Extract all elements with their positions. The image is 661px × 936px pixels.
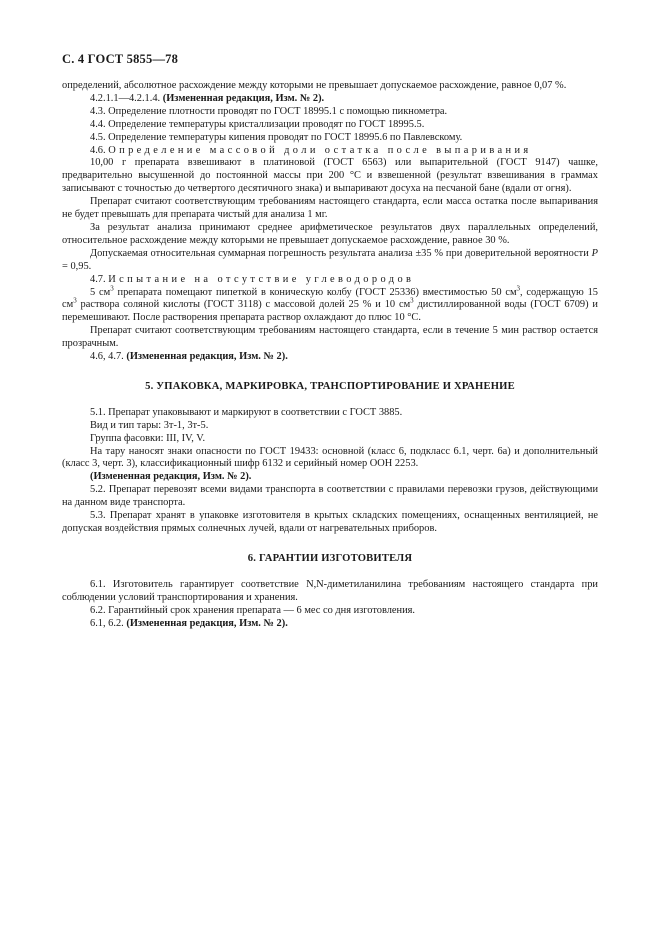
paragraph: 6.1. Изготовитель гарантирует соответствие N,N-диметиланилина требованиям настоящего стандарта при соблюдении условий транспортирования и хранения. bbox=[62, 578, 598, 603]
paragraph: Препарат считают соответствующим требованиям настоящего стандарта, если масса остатка после выпаривания не будет превышать для препарата чистый для анализа 1 мг. bbox=[62, 196, 598, 221]
superscript: 3 bbox=[73, 296, 77, 305]
change-note: (Измененная редакция, Изм. № 2). bbox=[126, 617, 288, 629]
paragraph: Препарат считают соответствующим требованиям настоящего стандарта, если в течение 5 мин раствор остается прозрачным. bbox=[62, 325, 598, 350]
spaced-heading: Испытание на отсутствие углеводородов bbox=[108, 273, 415, 285]
text-run: Допускаемая относительная суммарная погрешность результата анализа ±35 % при доверительной вероятности bbox=[90, 247, 592, 259]
clause-number: 4.6, 4.7. bbox=[90, 351, 124, 363]
paragraph: Группа фасовки: III, IV, V. bbox=[90, 432, 206, 444]
paragraph: 5.3. Препарат хранят в упаковке изготовителя в крытых складских помещениях, оснащенных вентиляцией, не допуская воздействия прямых солнечных лучей, вдали от нагревательных приборов. bbox=[62, 510, 598, 534]
paragraph: Вид и тип тары: 3т-1, 3т-5. bbox=[90, 419, 209, 431]
paragraph bbox=[62, 145, 598, 158]
paragraph: 5.1. Препарат упаковывают и маркируют в соответствии с ГОСТ 3885. bbox=[90, 406, 403, 418]
text-run: раствора соляной кислоты (ГОСТ 3118) с массовой долей 25 % и 10 см bbox=[76, 299, 411, 311]
section-heading: 6. ГАРАНТИИ ИЗГОТОВИТЕЛЯ bbox=[247, 552, 413, 564]
page-header: С. 4 ГОСТ 5855—78 bbox=[62, 52, 179, 66]
paragraph: 5.2. Препарат перевозят всеми видами транспорта в соответствии с правилами перевозки грузов, действующими на данном виде транспорта. bbox=[62, 484, 598, 509]
text-run: 5 см bbox=[90, 286, 111, 298]
superscript: 3 bbox=[410, 296, 414, 305]
paragraph bbox=[62, 284, 598, 326]
clause-number: 6.1, 6.2. bbox=[90, 617, 124, 629]
change-note: (Измененная редакция, Изм. № 2). bbox=[90, 471, 252, 483]
math-variable: P bbox=[591, 247, 598, 259]
paragraph bbox=[62, 248, 598, 274]
change-note: (Измененная редакция, Изм. № 2). bbox=[162, 92, 325, 104]
paragraph: 6.2. Гарантийный срок хранения препарата — 6 мес со дня изготовления. bbox=[90, 604, 416, 616]
section-heading: 5. УПАКОВКА, МАРКИРОВКА, ТРАНСПОРТИРОВАНИЕ И ХРАНЕНИЕ bbox=[145, 380, 515, 392]
paragraph bbox=[62, 351, 598, 364]
clause-number: 4.6. bbox=[90, 144, 106, 156]
document-body bbox=[62, 80, 598, 630]
paragraph: На тару наносят знаки опасности по ГОСТ 19433: основной (класс 6, подкласс 6.1, черт. 6а) и дополнительный (класс 3, черт. 3), классификационный шифр 6132 и серийный номер ООН 2253. bbox=[62, 445, 598, 470]
text-run: препарата помещают пипеткой в коническую колбу (ГОСТ 25336) вместимостью 50 см bbox=[113, 286, 517, 298]
paragraph: 10,00 г препарата взвешивают в платиновой (ГОСТ 6563) или выпарительной (ГОСТ 9147) чашке, предварительно высушенной до постоянной массы при 200 °С и взвешенной (результат взвешивания в граммах записывают с точностью до четвертого десятичного знака) и выпаривают досуха на песчаной бане (вдали от огня). bbox=[62, 157, 598, 195]
paragraph: определений, абсолютное расхождение между которыми не превышает допускаемое расхождение, равное 0,07 %. bbox=[62, 80, 567, 91]
spaced-heading: Определение массовой доли остатка после выпаривания bbox=[108, 144, 532, 156]
superscript: 3 bbox=[110, 284, 114, 293]
paragraph: 4.4. Определение температуры кристаллизации проводят по ГОСТ 18995.5. bbox=[90, 118, 425, 130]
text-run: , содержащую 15 см bbox=[62, 286, 598, 311]
text-run: дистиллированной воды (ГОСТ 6709) и перемешивают. После растворения препарата раствор охлаждают до плюс 10 °С. bbox=[62, 299, 598, 324]
paragraph: 4.3. Определение плотности проводят по ГОСТ 18995.1 с помощью пикнометра. bbox=[90, 105, 448, 117]
text-run: = 0,95. bbox=[62, 260, 92, 272]
paragraph bbox=[62, 618, 598, 631]
paragraph bbox=[62, 93, 598, 106]
clause-number: 4.7. bbox=[90, 273, 106, 285]
paragraph: За результат анализа принимают среднее арифметическое результатов двух параллельных определений, относительное расхождение между которыми не превышает допускаемое расхождение, равное 30 %. bbox=[62, 221, 598, 246]
clause-number: 4.2.1.1—4.2.1.4. bbox=[90, 92, 161, 104]
change-note: (Измененная редакция, Изм. № 2). bbox=[126, 351, 288, 363]
paragraph bbox=[62, 471, 598, 484]
superscript: 3 bbox=[516, 284, 521, 293]
paragraph: 4.5. Определение температуры кипения проводят по ГОСТ 18995.6 по Павлевскому. bbox=[90, 131, 463, 143]
